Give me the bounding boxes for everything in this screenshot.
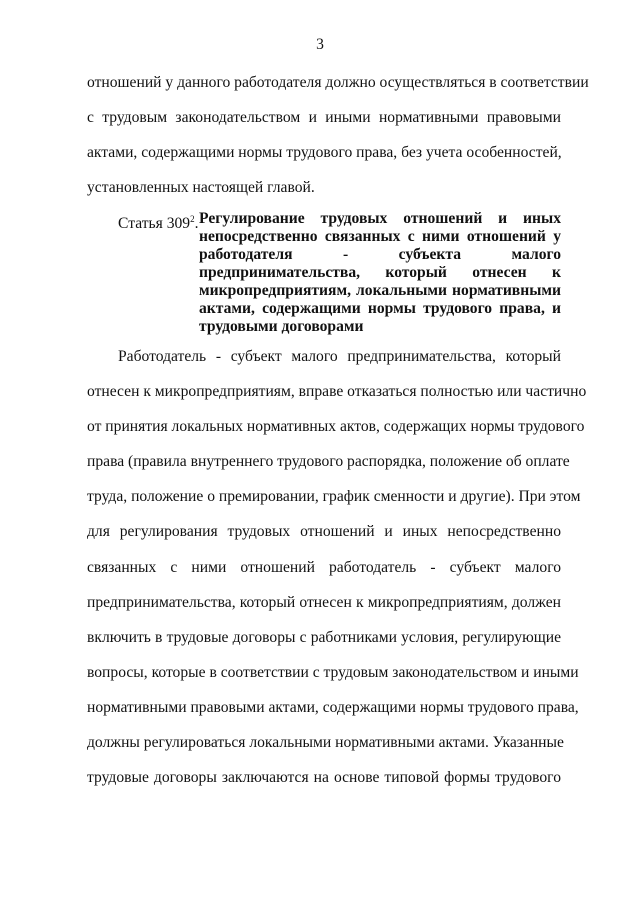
article-heading-line: Регулирование трудовых отношений и иных	[199, 210, 561, 227]
text-line: нормативными правовыми актами, содержащими нормы трудового права,	[87, 699, 579, 716]
article-label: Статья 309	[118, 215, 191, 232]
article-heading-line: актами, содержащими нормы трудового права, и	[199, 300, 561, 317]
article-heading-line: микропредприятиям, локальными нормативными	[199, 282, 561, 299]
text-line: с трудовым законодательством и иными нормативными правовыми	[87, 109, 561, 126]
text-line: установленных настоящей главой.	[87, 179, 315, 196]
article-number	[118, 210, 199, 233]
text-line: отношений у данного работодателя должно осуществляться в соответствии	[87, 74, 589, 91]
article-heading-line: работодателя - субъекта малого	[199, 246, 561, 263]
article-heading-line: непосредственно связанных с ними отношений у	[199, 228, 561, 245]
text-line: для регулирования трудовых отношений и иных непосредственно	[87, 523, 561, 540]
text-line: должны регулироваться локальными нормативными актами. Указанные	[87, 734, 564, 751]
text-line: актами, содержащими нормы трудового права, без учета особенностей,	[87, 144, 562, 161]
article-heading-line: трудовыми договорами	[199, 318, 364, 335]
text-line: связанных с ними отношений работодатель - субъект малого	[87, 559, 561, 576]
text-line: от принятия локальных нормативных актов, содержащих нормы трудового	[87, 418, 585, 435]
page-number: 3	[316, 36, 324, 53]
text-line: права (правила внутреннего трудового распорядка, положение об оплате	[87, 453, 570, 470]
text-line: отнесен к микропредприятиям, вправе отказаться полностью или частично	[87, 383, 587, 400]
text-line: Работодатель - субъект малого предпринимательства, который	[118, 348, 561, 365]
text-line: трудовые договоры заключаются на основе типовой формы трудового	[87, 769, 561, 786]
article-heading-line: предпринимательства, который отнесен к	[199, 264, 561, 281]
text-line: включить в трудовые договоры с работниками условия, регулирующие	[87, 629, 561, 646]
article-suffix: .	[194, 215, 199, 232]
text-line: труда, положение о премировании, график сменности и другие). При этом	[87, 488, 581, 505]
text-line: вопросы, которые в соответствии с трудовым законодательством и иными	[87, 664, 579, 681]
text-line: предпринимательства, который отнесен к микропредприятиям, должен	[87, 594, 561, 611]
article-superscript: 2	[190, 214, 195, 224]
